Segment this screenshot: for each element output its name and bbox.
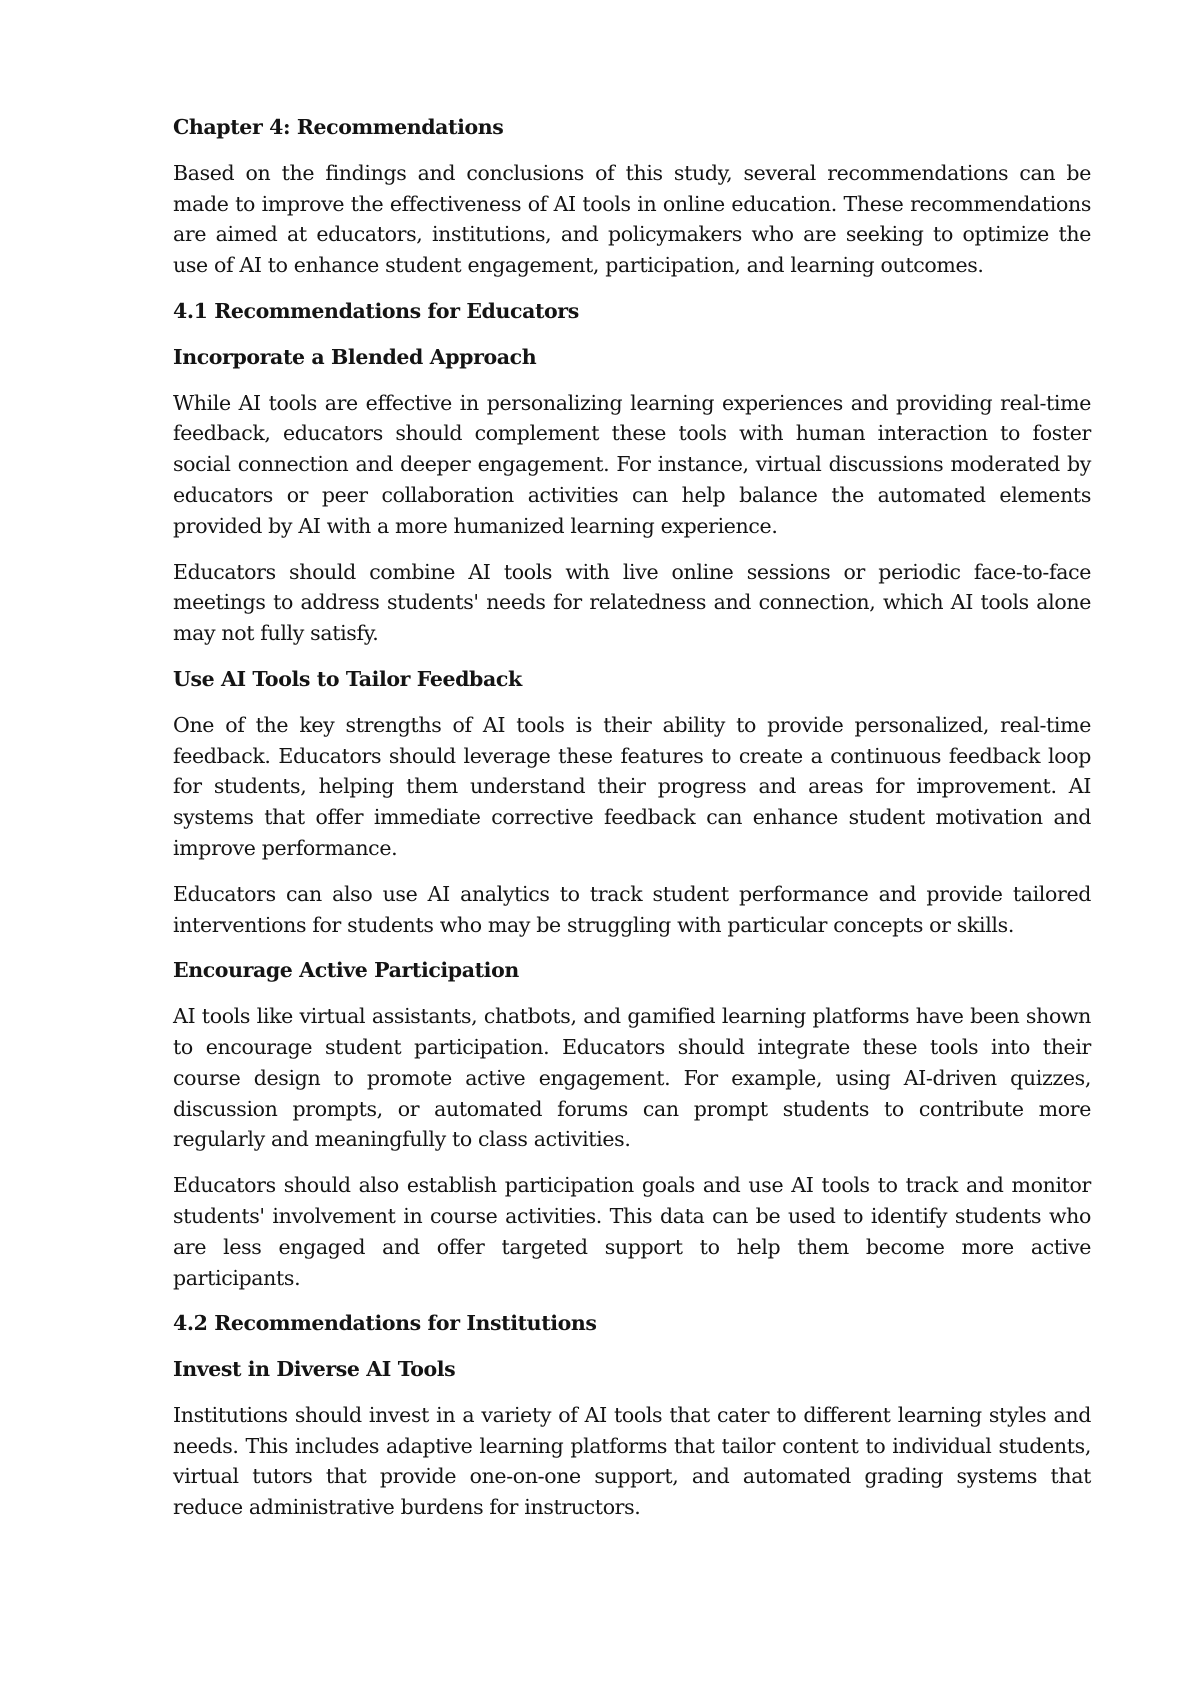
diverse-ai-tools-heading: Invest in Diverse AI Tools <box>173 1357 456 1382</box>
intro-paragraph: Based on the findings and conclusions of this study, several recommendations can be made to improve the effectiveness of AI tools in online education. These recommendations are aimed at educators, institutions, and policymakers who are seeking to optimize the use of AI to enhance student engagement, participation, and learning outcomes. <box>173 160 1091 278</box>
chapter-title: Chapter 4: Recommendations <box>173 115 504 139</box>
diverse-ai-tools-paragraph-1: Institutions should invest in a variety of AI tools that cater to different learning styles and needs. This includes adaptive learning platforms that tailor content to individual students, virtual tutors that provide one-on-one support, and automated grading systems that reduce administrative burdens for instructors. <box>173 1402 1091 1520</box>
document-page <box>173 112 1091 1538</box>
active-participation-paragraph-2: Educators should also establish participation goals and use AI tools to track and monitor students' involvement in course activities. This data can be used to identify students who are less engaged and offer targeted support to help them become more active participants. <box>173 1173 1091 1290</box>
tailor-feedback-heading: Use AI Tools to Tailor Feedback <box>173 666 522 691</box>
tailor-feedback-paragraph-1: One of the key strengths of AI tools is their ability to provide personalized, real-time feedback. Educators should leverage these features to create a continuous feedback loop for students, helping them understand their progress and areas for improvement. AI systems that offer immediate corrective feedback can enhance student motivation and improve performance. <box>173 712 1091 860</box>
active-participation-heading: Encourage Active Participation <box>173 958 519 983</box>
section-4-2-title: 4.2 Recommendations for Institutions <box>173 1311 597 1336</box>
section-4-1-title: 4.1 Recommendations for Educators <box>173 298 579 323</box>
blended-approach-paragraph-2: Educators should combine AI tools with live online sessions or periodic face-to-face meetings to address students' needs for relatedness and connection, which AI tools alone may not fully satisfy. <box>173 559 1091 646</box>
blended-approach-paragraph-1: While AI tools are effective in personalizing learning experiences and providing real-time feedback, educators should complement these tools with human interaction to foster social connection and deeper engagement. For instance, virtual discussions moderated by educators or peer collaboration activities can help balance the automated elements provided by AI with a more humanized learning experience. <box>173 390 1091 538</box>
blended-approach-heading: Incorporate a Blended Approach <box>173 344 537 369</box>
active-participation-paragraph-1: AI tools like virtual assistants, chatbots, and gamified learning platforms have been shown to encourage student participation. Educators should integrate these tools into their course design to promote active engagement. For example, using AI-driven quizzes, discussion prompts, or automated forums can prompt students to contribute more regularly and meaningfully to class activities. <box>173 1004 1091 1152</box>
tailor-feedback-paragraph-2: Educators can also use AI analytics to track student performance and provide tailored interventions for students who may be struggling with particular concepts or skills. <box>173 881 1091 937</box>
